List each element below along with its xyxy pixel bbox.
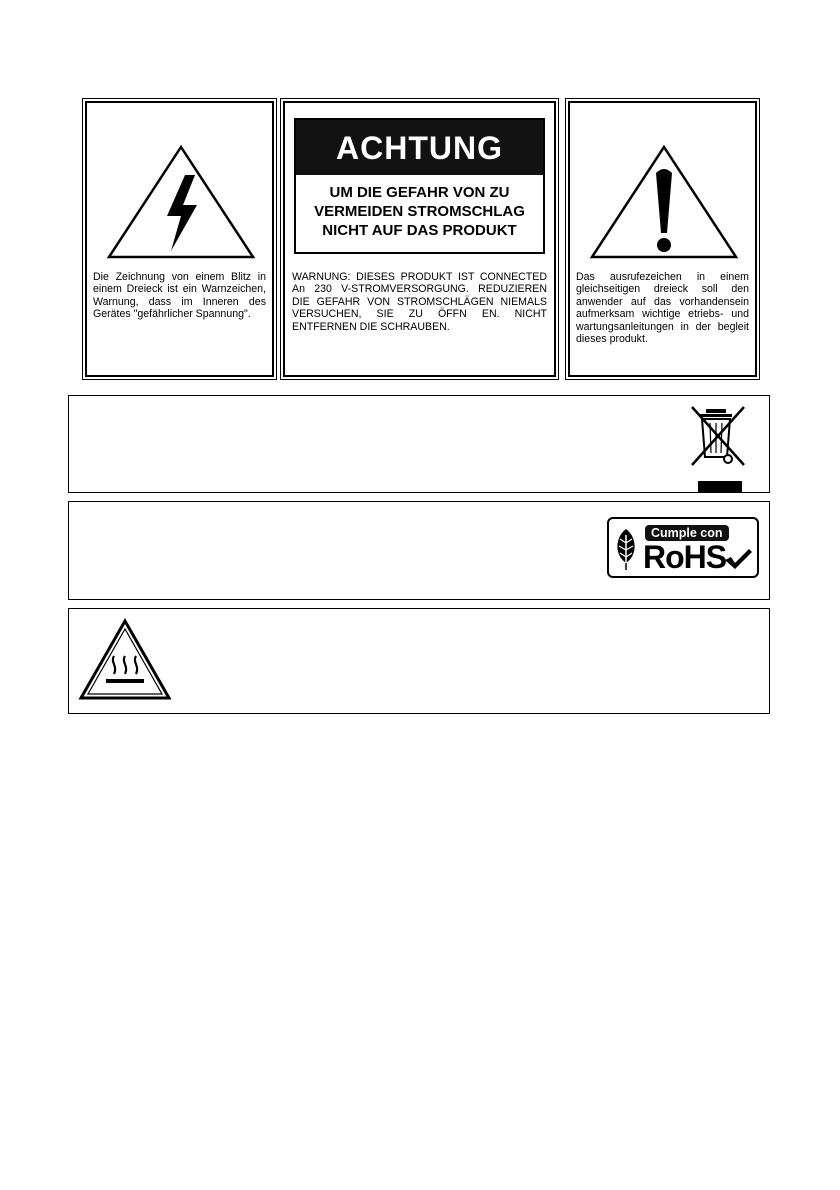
rohs-badge: [607, 517, 759, 578]
rohs-compliance-bar: [68, 501, 770, 600]
weee-disposal-bar: [68, 395, 770, 493]
exclamation-warning-panel: [568, 101, 757, 377]
lightning-triangle-icon: [105, 143, 257, 261]
achtung-heading: ACHTUNG: [296, 120, 543, 175]
lightning-warning-panel: [85, 101, 274, 377]
lightning-warning-text: Die Zeichnung von einem Blitz in einem Dreieck ist ein Warnzeichen, Warnung, dass im Inneren des Gerätes "gefährlicher Spannung".: [93, 271, 266, 321]
exclamation-warning-text: Das ausrufezeichen in einem gleichseitigen dreieck soll den anwender auf das vorhandensein aufmerksam wichtige etriebs- und wartungsanleitungen in der begleit dieses produkt.: [576, 271, 749, 346]
achtung-warning-text: WARNUNG: DIESES PRODUKT IST CONNECTED An 230 V-STROMVERSORGUNG. REDUZIEREN DIE GEFAHR VON STROMSCHLÄGEN NIEMALS VERSUCHEN, SIE ZU ÖFFN EN. NICHT ENTFERNEN DIE SCHRAUBEN.: [292, 271, 547, 333]
checkmark-icon: [723, 547, 753, 571]
rohs-badge-top-text: Cumple con: [645, 525, 729, 541]
achtung-line-1: UM DIE GEFAHR VON ZU: [329, 184, 510, 201]
hot-surface-triangle-icon: [78, 618, 172, 702]
achtung-label: [294, 118, 545, 254]
exclamation-triangle-icon: [588, 143, 740, 261]
crossed-out-wheelie-bin-icon: [686, 401, 750, 493]
leaf-icon: [613, 527, 639, 571]
achtung-line-3: NICHT AUF DAS PRODUKT: [322, 222, 517, 239]
hot-surface-bar: [68, 608, 770, 714]
rohs-badge-main-text: RoHS: [643, 539, 727, 575]
achtung-warning-panel: [283, 101, 556, 377]
achtung-line-2: VERMEIDEN STROMSCHLAG: [314, 203, 525, 220]
